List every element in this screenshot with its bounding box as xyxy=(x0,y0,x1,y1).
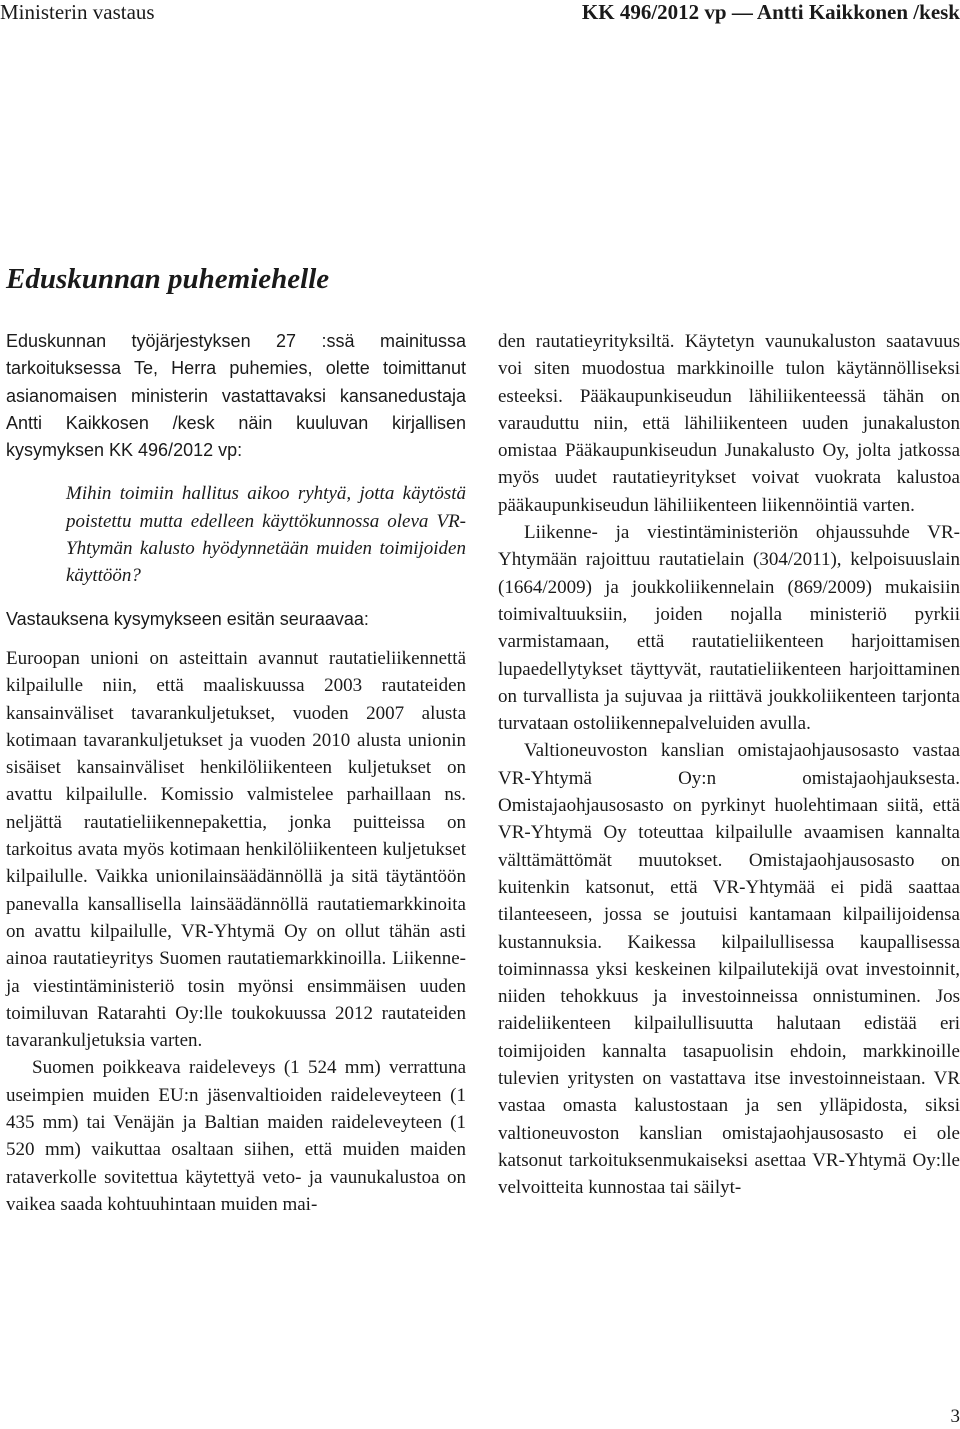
right-column xyxy=(498,328,960,1202)
answer-paragraph-5: Valtioneuvoston kanslian omistajaohjausosasto vastaa VR-Yhtymä Oy:n omistajaohjauksesta. Omistajaohjausosasto on pyrkinyt huolehtimaan siitä, että VR-Yhtymä Oy toteuttaa kilpailulle avaamisen kannalta välttämättömät muutokset. Omistajaohjausosasto on kuitenkin katsonut, että VR-Yhtymää ei pidä saattaa tilanteeseen, jossa se joutuisi kantamaan kilpailijoidensa kustannuksia. Kaikessa kilpailullisessa kaupallisessa toiminnassa yksi keskeinen kilpailutekijä ovat investoinnit, niiden tehokkuus ja investoinneissa onnistuminen. Jos raideliikenteen kilpailullisuutta halutaan edistää eri toimijoiden kannalta tasapuolisin ehdoin, markkinoille tulevien yritysten on vastattava itse investoinneistaan. VR vastaa omasta kalustostaan ja sen ylläpidosta, siksi valtioneuvoston kanslian omistajaohjausosasto ei ole katsonut tarkoituksenmukaiseksi asettaa VR-Yhtymä Oy:lle velvoitteita kunnostaa tai säilyt- xyxy=(498,740,960,1199)
answer-paragraph-4: Liikenne- ja viestintäministeriön ohjaussuhde VR-Yhtymään rajoittuu rautatielain (304/2011), kelpoisuuslain (1664/2009) ja joukkoliikennelain (869/2009) mukaisiin toimivaltuuksiin, joiden nojalla ministeriö pyrkii varmistamaan, että rautatieliikenteen harjoittamisen lupaedellytykset täyttyvät, rautatieliikenteen harjoittaminen on turvallista ja sujuvaa ja riittävä joukkoliikenteen tarjonta turvataan ostoliikennepalveluiden avulla. xyxy=(498,522,960,735)
page-number: 3 xyxy=(950,1406,960,1427)
header-document-type: Ministerin vastaus xyxy=(0,0,155,24)
answer-paragraph-3: den rautatieyrityksiltä. Käytetyn vaunukaluston saatavuus voi siten muodostua markkinoille tulon käytännölliseksi esteeksi. Pääkaupunkiseudun lähiliikenteessä tähän on varauduttu niin, että lähiliikenteen uuden junakaluston omistaa Pääkaupunkiseudun Junakalusto Oy, jolta jatkossa myös uudet rautatieyritykset voivat vuokrata kalustoa pääkaupunkiseudun lähiliikenteen liikennöintiä varten. xyxy=(498,331,960,516)
document-title: Eduskunnan puhemiehelle xyxy=(6,263,330,295)
answer-intro: Vastauksena kysymykseen esitän seuraavaa: xyxy=(6,608,369,629)
page-header xyxy=(0,0,960,30)
header-reference: KK 496/2012 vp — Antti Kaikkonen /kesk xyxy=(581,0,960,24)
answer-paragraph-1: Euroopan unioni on asteittain avannut rautatieliikennettä kilpailulle niin, että maaliskuussa 2003 rautateiden kansainväliset tavarankuljetukset, vuoden 2007 alusta kotimaan tavarankuljetukset ja vuoden 2010 alusta unionin sisäiset kansainväliset henkilöliikenteen kuljetukset on avattu kilpailulle. Komissio valmistelee parhaillaan ns. neljättä rautatieliikennepakettia, jonka puitteissa on tarkoitus avata myös kotimaan henkilöliikenteen kuljetukset kilpailulle. Vaikka unionilainsäädännöllä ja sitä täytäntöön panevalla kansallisella lainsäädännöllä rautatiemarkkinoita on avattu kilpailulle, VR-Yhtymä Oy on ollut tähän asti ainoa rautatieyritys Suomen rautatiemarkkinoilla. Liikenne- ja viestintäministeriö tosin myönsi ensimmäisen uuden toimiluvan Ratarahti Oy:lle toukokuussa 2012 rautateiden tavarankuljetuksia varten. xyxy=(6,647,466,1052)
left-column xyxy=(6,328,466,1218)
intro-paragraph: Eduskunnan työjärjestyksen 27 :ssä mainitussa tarkoituksessa Te, Herra puhemies, olette toimittanut asianomaisen ministerin vastattavaksi kansanedustaja Antti Kaikkosen /kesk näin kuuluvan kirjallisen kysymyksen KK 496/2012 vp: xyxy=(6,331,466,461)
answer-paragraph-2: Suomen poikkeava raideleveys (1 524 mm) verrattuna useimpien muiden EU:n jäsenvaltioiden raideleveyteen (1 435 mm) tai Venäjän ja Baltian maiden raideleveyteen (1 520 mm) vaikuttaa osaltaan siihen, että muiden maiden rataverkolle sovitettua käytettyä veto- ja vaunukalustoa on vaikea saada kohtuuhintaan muiden mai- xyxy=(6,1057,466,1215)
question-text: Mihin toimiin hallitus aikoo ryhtyä, jotta käytöstä poistettu mutta edelleen käyttökunnossa oleva VR-Yhtymän kalusto hyödynnetään muiden toimijoiden käyttöön? xyxy=(66,483,466,587)
